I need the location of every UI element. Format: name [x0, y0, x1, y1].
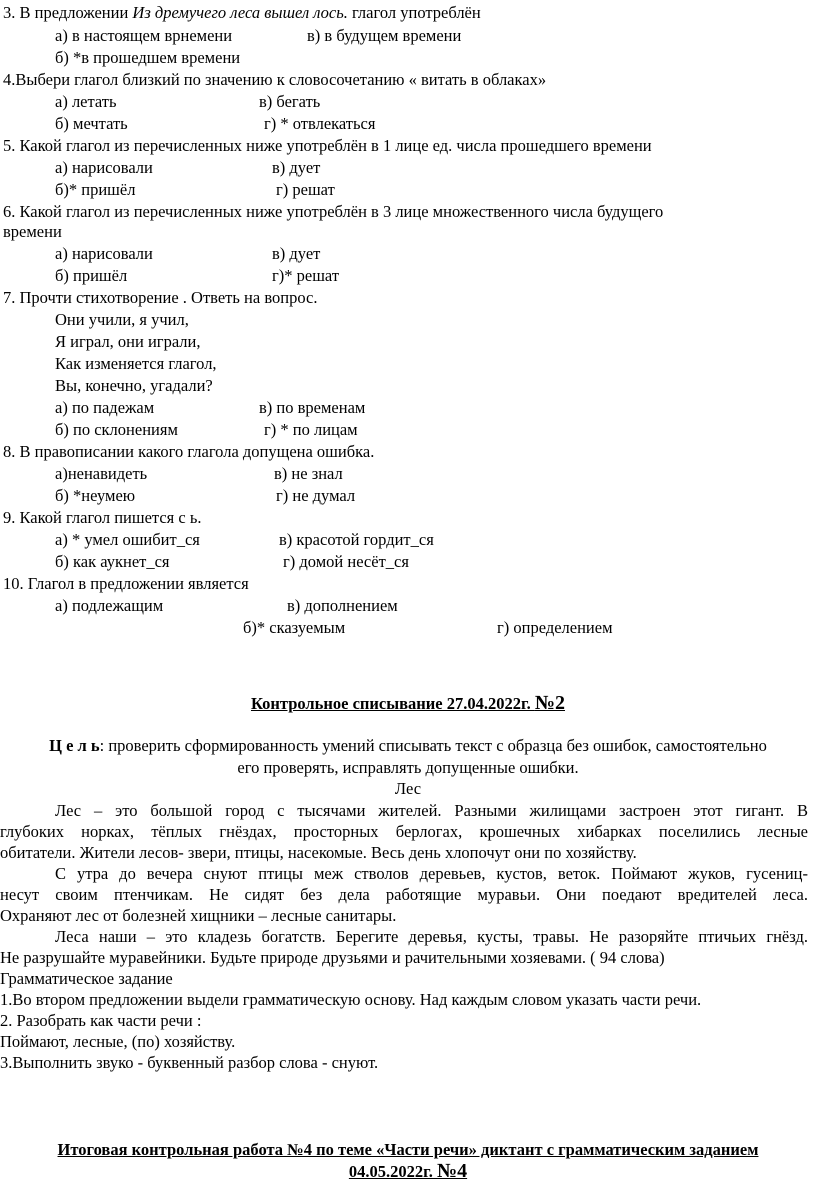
- question-6-continued: времени: [3, 222, 62, 241]
- question-7: 7. Прочти стихотворение . Ответь на вопрос.: [3, 288, 318, 307]
- grammar-task: Поймают, лесные, (по) хозяйству.: [0, 1032, 236, 1051]
- grammar-title: Грамматическое задание: [0, 969, 173, 988]
- q9-option-b: б) как аукнет_ся: [55, 552, 170, 571]
- question-5: 5. Какой глагол из перечисленных ниже употреблён в 1 лице ед. числа прошедшего времени: [3, 136, 652, 155]
- question-8: 8. В правописании какого глагола допущена ошибка.: [3, 442, 375, 461]
- section-4-number: №4: [437, 1160, 468, 1182]
- q7-option-a: а) по падежам: [55, 398, 155, 417]
- q5-option-b: б)* пришёл: [55, 180, 136, 199]
- question-4: 4.Выбери глагол близкий по значению к словосочетанию « витать в облаках»: [3, 70, 547, 89]
- q5-option-a: а) нарисовали: [55, 158, 153, 177]
- q4-option-v: в) бегать: [259, 92, 321, 111]
- q9-option-a: а) * умел ошибит_ся: [55, 530, 200, 549]
- question-6: 6. Какой глагол из перечисленных ниже употреблён в 3 лице множественного числа будущего: [3, 202, 664, 221]
- question-9: 9. Какой глагол пишется с ь.: [3, 508, 202, 527]
- grammar-task: 3.Выполнить звуко - буквенный разбор слова - снуют.: [0, 1053, 379, 1072]
- text-line: Лес – это большой город с тысячами жителей. Разными жилищами застроен этот гигант. В: [55, 801, 808, 820]
- text-line: обитатели. Жители лесов- звери, птицы, насекомые. Весь день хлопочут они по хозяйству.: [0, 843, 637, 862]
- grammar-task: 2. Разобрать как части речи :: [0, 1011, 202, 1030]
- poem-line: Как изменяется глагол,: [55, 354, 217, 373]
- q7-option-v: в) по временам: [259, 398, 366, 417]
- section-2-title-text: Контрольное списывание 27.04.2022г.: [250, 694, 535, 713]
- poem-line: Я играл, они играли,: [55, 332, 201, 351]
- q6-option-a: а) нарисовали: [55, 244, 153, 263]
- grammar-task: 1.Во втором предложении выдели грамматическую основу. Над каждым словом указать части речи.: [0, 990, 702, 1009]
- question-10: 10. Глагол в предложении является: [3, 574, 249, 593]
- q6-option-b: б) пришёл: [55, 266, 128, 285]
- q8-option-v: в) не знал: [274, 464, 343, 483]
- q4-option-b: б) мечтать: [55, 114, 128, 133]
- q3-option-b: б) *в прошедшем времени: [55, 48, 241, 67]
- goal-text-1: : проверить сформированность умений списывать текст с образца без ошибок, самостоятельно: [99, 736, 767, 755]
- q10-option-a: а) подлежащим: [55, 596, 164, 615]
- text-line: несут своим птенчикам. Не сидят без дела работящие муравьи. Они поедают вредителей леса.: [0, 885, 808, 904]
- q6-option-g: г)* решат: [272, 266, 340, 285]
- q9-option-v: в) красотой гордит_ся: [279, 530, 434, 549]
- q4-option-g: г) * отвлекаться: [264, 114, 376, 133]
- goal-label: Ц е л ь: [49, 736, 100, 755]
- text-line: С утра до вечера снуют птицы меж стволов деревьев, кустов, веток. Поймают жуков, гусениц-: [55, 864, 808, 883]
- q10-option-b: б)* сказуемым: [243, 618, 346, 637]
- q3-option-v: в) в будущем времени: [307, 26, 462, 45]
- question-3-prefix: 3. В предложении: [3, 3, 133, 22]
- q9-option-g: г) домой несёт_ся: [283, 552, 409, 571]
- text-line: Охраняют лес от болезней хищники – лесные санитары.: [0, 906, 397, 925]
- q5-option-g: г) решат: [276, 180, 335, 199]
- q7-option-b: б) по склонениям: [55, 420, 178, 439]
- text-line: Не разрушайте муравейники. Будьте природе друзьями и рачительными хозяевами. ( 94 слова): [0, 948, 665, 967]
- text-line: Леса наши – это кладезь богатств. Берегите деревья, кусты, травы. Не разоряйте птичьих гнёзд.: [55, 927, 808, 946]
- q4-option-a: а) летать: [55, 92, 117, 111]
- q3-option-a: а) в настоящем врнемени: [55, 26, 233, 45]
- q8-option-a: а)ненавидеть: [55, 464, 148, 483]
- q8-option-b: б) *неумею: [55, 486, 136, 505]
- poem-line: Вы, конечно, угадали?: [55, 376, 213, 395]
- q6-option-v: в) дует: [272, 244, 321, 263]
- q8-option-g: г) не думал: [276, 486, 356, 505]
- section-4-date: 04.05.2022г.: [348, 1162, 438, 1181]
- text-line: глубоких норках, тёплых гнёздах, просторных берлогах, крошечных хибарках поселились лесные: [0, 822, 808, 841]
- q10-option-v: в) дополнением: [287, 596, 398, 615]
- q7-option-g: г) * по лицам: [264, 420, 358, 439]
- question-3: [3, 2, 481, 23]
- goal-line-2: его проверять, исправлять допущенные ошибки.: [237, 758, 579, 777]
- section-2-title: [0, 693, 816, 714]
- poem-line: Они учили, я учил,: [55, 310, 189, 329]
- section-4-title-line-2: [0, 1161, 816, 1182]
- section-4-title-line-1: Итоговая контрольная работа №4 по теме «Части речи» диктант с грамматическим заданием: [57, 1140, 759, 1159]
- section-2-title-number: №2: [534, 692, 565, 714]
- question-3-suffix: глагол употреблён: [347, 3, 481, 22]
- text-title: Лес: [394, 779, 422, 798]
- question-3-example: Из дремучего леса вышел лось.: [132, 3, 348, 22]
- q5-option-v: в) дует: [272, 158, 321, 177]
- goal-line-1: [0, 735, 816, 756]
- q10-option-g: г) определением: [497, 618, 613, 637]
